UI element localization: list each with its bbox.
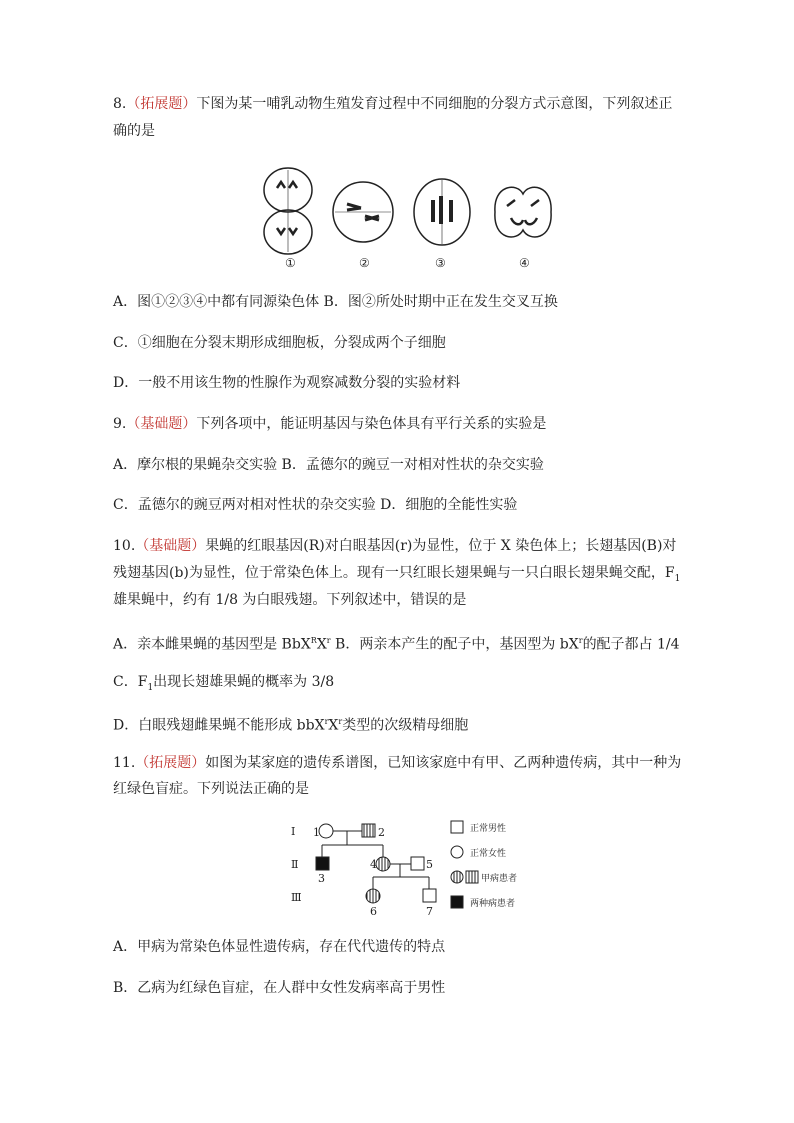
- individual-5-label: 5: [426, 858, 433, 871]
- q10-option-b-end: 的配子都占 1/4: [582, 636, 680, 653]
- q10-tag: （基础题）: [135, 538, 206, 554]
- q10-option-c-line: [113, 672, 334, 698]
- individual-2-label: 2: [378, 826, 385, 839]
- cell-2-diagram: [333, 182, 393, 242]
- cell-label-2: ②: [359, 256, 370, 270]
- q10-stem-text1: 果蝇的红眼基因(R)对白眼基因(r)为显性，位于 X 染色体上；长翅基因(B)对: [205, 538, 677, 554]
- q10-option-b: B．两亲本产生的配子中，基因型为 bX: [330, 636, 579, 653]
- generation-2-label: Ⅱ: [291, 858, 299, 871]
- legend-disease-a-male-icon: [466, 871, 478, 883]
- q10-option-d-end: 类型的次级精母细胞: [342, 717, 469, 734]
- q8-stem-text: 下图为某一哺乳动物生殖发育过程中不同细胞的分裂方式示意图，下列叙述正: [196, 96, 673, 112]
- cell-label-1: ①: [285, 256, 296, 270]
- individual-3: [316, 857, 329, 870]
- cell-4-diagram: [495, 187, 551, 237]
- q10-stem-text2: 残翅基因(b)为显性，位于常染色体上。现有一只红眼长翅果蝇与一只白眼长翅果蝇交配，F: [113, 565, 675, 581]
- q8-option-ab: A．图①②③④中都有同源染色体 B．图②所处时期中正在发生交叉互换: [113, 294, 558, 310]
- cell-label-3: ③: [435, 256, 446, 270]
- q10-option-a-sup1: R: [310, 636, 317, 645]
- q10-option-d-line: [113, 712, 468, 736]
- q10-option-d-sup1: r: [324, 717, 329, 726]
- generation-3-label: Ⅲ: [291, 891, 302, 904]
- individual-7-label: 7: [426, 905, 433, 918]
- q10-option-c: 出现长翅雄果蝇的概率为 3/8: [153, 674, 335, 690]
- q8-stem-line2: 确的是: [113, 123, 155, 139]
- q10-option-d-mid: X: [328, 717, 339, 734]
- q9-option-ab: A．摩尔根的果蝇杂交实验 B．孟德尔的豌豆一对相对性状的杂交实验: [113, 457, 544, 473]
- q10-option-a: A．亲本雌果蝇的基因型是 BbX: [113, 636, 311, 653]
- q10-option-c-pre: C．F: [113, 674, 148, 690]
- q8-option-d: D．一般不用该生物的性腺作为观察减数分裂的实验材料: [113, 375, 461, 391]
- q9-option-cd: C．孟德尔的豌豆两对相对性状的杂交实验 D．细胞的全能性实验: [113, 497, 518, 513]
- q10-option-a-mid: X: [316, 636, 327, 653]
- generation-1-label: Ⅰ: [291, 825, 296, 838]
- q10-stem-sub: 1: [674, 573, 681, 584]
- q9-number: 9.: [113, 416, 127, 432]
- q9-tag: （基础题）: [126, 416, 197, 432]
- legend-both-diseases-icon: [451, 896, 463, 908]
- cell-3-diagram: [414, 179, 470, 245]
- q9-stem: [113, 414, 546, 434]
- cell-label-4: ④: [519, 256, 530, 270]
- individual-4-label: 4: [370, 858, 377, 871]
- pedigree-figure: [285, 815, 545, 920]
- individual-3-label: 3: [318, 872, 325, 885]
- q10-option-b-sup: r: [578, 636, 583, 645]
- q10-stem-line3: 雄果蝇中，约有 1/8 为白眼残翅。下列叙述中，错误的是: [113, 592, 467, 608]
- legend-normal-female-label: 正常女性: [470, 849, 507, 859]
- q10-option-c-sub: 1: [147, 682, 154, 693]
- q11-tag: （拓展题）: [135, 755, 206, 771]
- individual-5: [411, 857, 424, 870]
- q10-option-d-pre: D．白眼残翅雌果蝇不能形成 bbX: [113, 717, 325, 734]
- legend-normal-female-icon: [451, 846, 463, 858]
- q10-stem-line1: [113, 536, 676, 556]
- q11-option-a: A．甲病为常染色体显性遗传病，存在代代遗传的特点: [113, 939, 446, 955]
- q11-option-b: B．乙病为红绿色盲症，在人群中女性发病率高于男性: [113, 980, 446, 996]
- individual-6-label: 6: [370, 905, 377, 918]
- legend-normal-male-label: 正常男性: [470, 824, 507, 834]
- q11-stem-text1: 如图为某家庭的遗传系谱图，已知该家庭中有甲、乙两种遗传病，其中一种为: [205, 755, 682, 771]
- q9-stem-text: 下列各项中，能证明基因与染色体具有平行关系的实验是: [196, 416, 547, 432]
- q11-stem-line2: 红绿色盲症。下列说法正确的是: [113, 781, 309, 797]
- individual-4: [376, 857, 390, 871]
- individual-2: [362, 824, 375, 837]
- q11-stem-line1: [113, 753, 681, 773]
- q10-option-d-sup2: r: [338, 717, 343, 726]
- q8-option-c: C．①细胞在分裂末期形成细胞板，分裂成两个子细胞: [113, 335, 446, 351]
- q10-option-a-sup2: r: [326, 636, 331, 645]
- cell-1-diagram: [264, 168, 312, 254]
- q8-stem-line1: [113, 94, 672, 114]
- individual-1-label: 1: [313, 826, 320, 839]
- q11-number: 11.: [113, 755, 136, 771]
- q10-number: 10.: [113, 538, 136, 554]
- cell-division-figure: [255, 160, 555, 275]
- legend-disease-a-label: 甲病患者: [481, 874, 518, 884]
- individual-1: [319, 824, 333, 838]
- q10-option-ab: [113, 631, 680, 655]
- legend-both-diseases-label: 两种病患者: [470, 899, 516, 909]
- q8-tag: （拓展题）: [126, 96, 197, 112]
- individual-7: [423, 889, 436, 902]
- legend-normal-male-icon: [451, 821, 463, 833]
- legend-disease-a-female-icon: [451, 871, 463, 883]
- q8-number: 8.: [113, 96, 127, 112]
- individual-6: [366, 889, 380, 903]
- q10-stem-line2: [113, 563, 680, 589]
